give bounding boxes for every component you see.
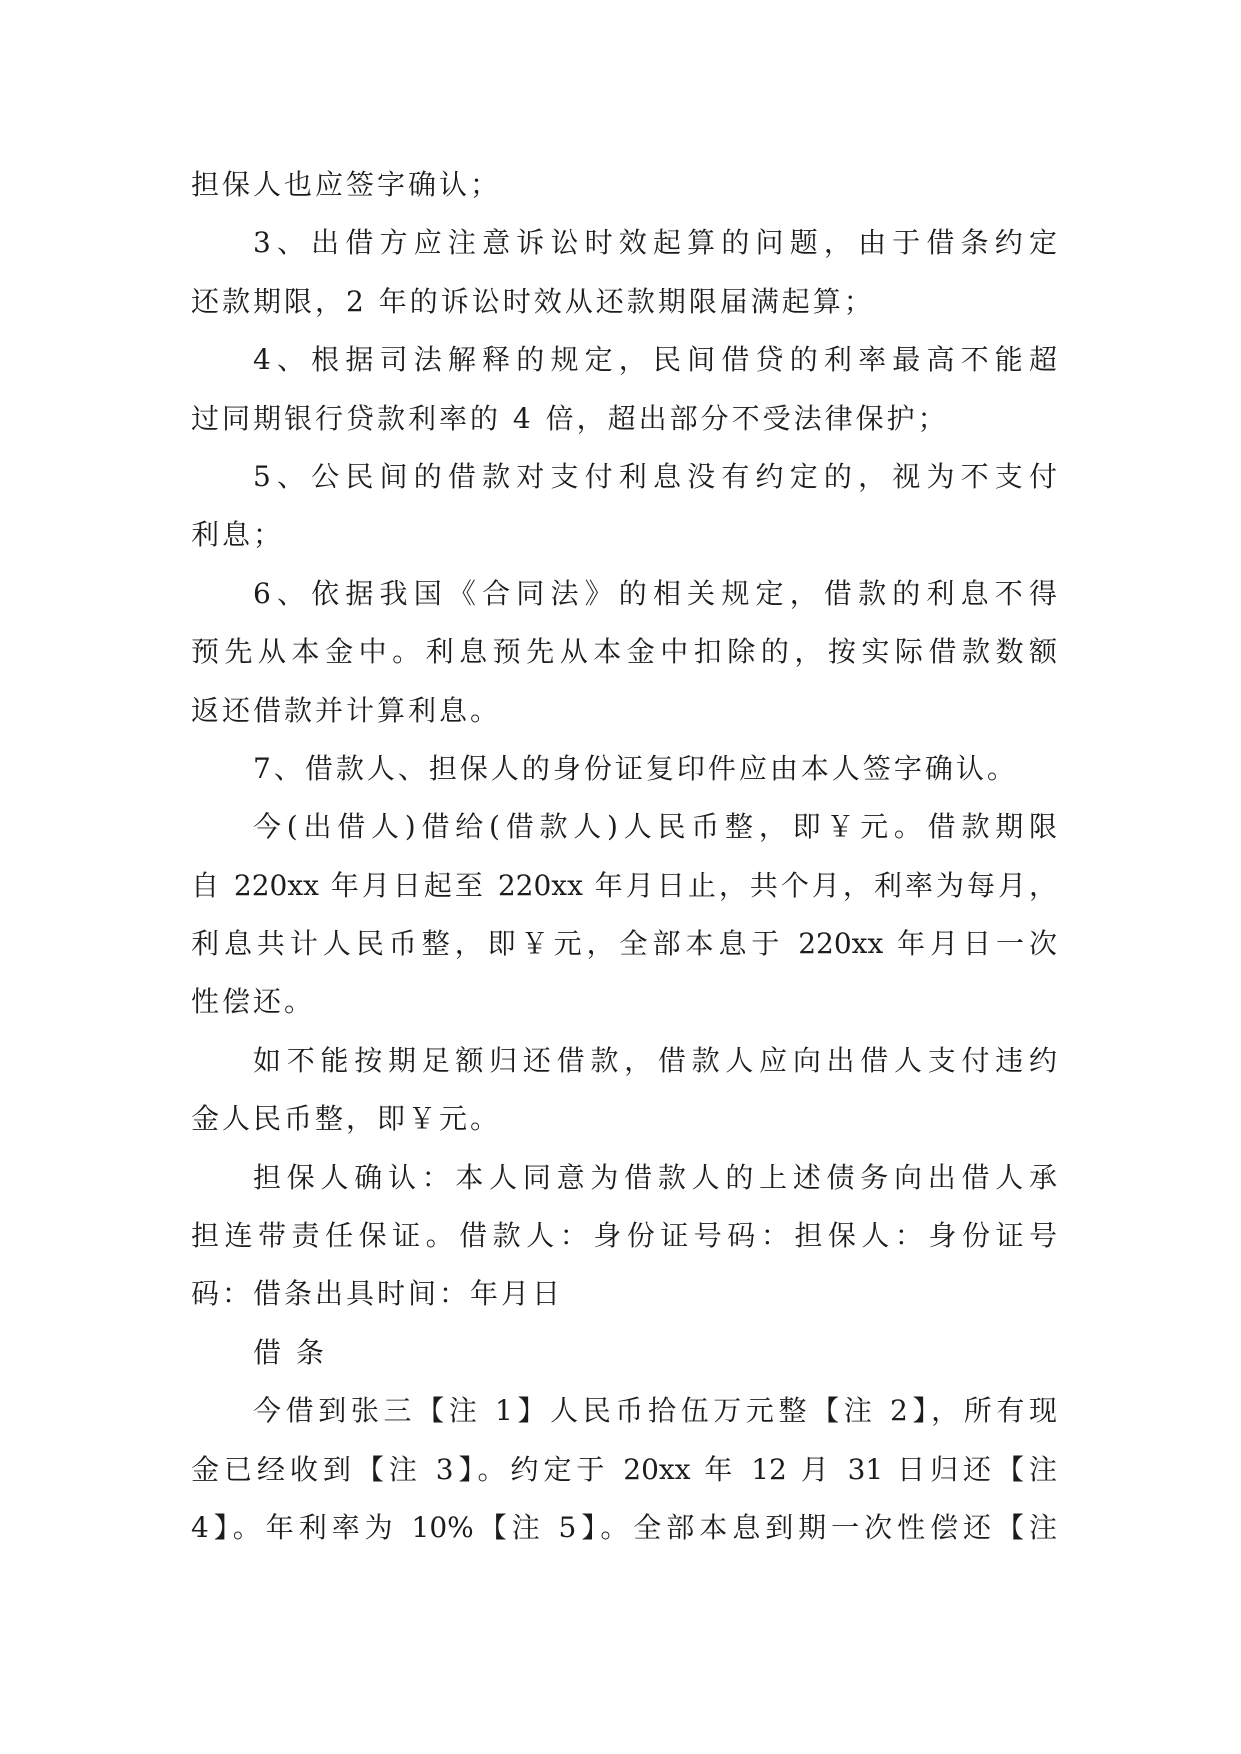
paragraph-line: 担保人确认：本人同意为借款人的上述债务向出借人承 xyxy=(253,1160,1057,1194)
paragraph-line: 7、借款人、担保人的身份证复印件应由本人签字确认。 xyxy=(253,751,1018,785)
document-body xyxy=(191,156,1057,1557)
paragraph-line: 5、公民间的借款对支付利息没有约定的，视为不支付 xyxy=(253,459,1057,493)
paragraph-item-7 xyxy=(191,740,1057,798)
document-heading xyxy=(191,1324,1057,1382)
paragraph-penalty xyxy=(191,1032,1057,1149)
paragraph-line: 预先从本金中。利息预先从本金中扣除的，按实际借款数额 xyxy=(191,635,1057,669)
paragraph-line: 码：借条出具时间：年月日 xyxy=(191,1277,564,1311)
paragraph-item-5 xyxy=(191,448,1057,565)
paragraph-line: 性偿还。 xyxy=(191,985,316,1019)
paragraph-line: 今借到张三【注 1】人民币拾伍万元整【注 2】，所有现 xyxy=(253,1394,1057,1428)
paragraph-line: 4、根据司法解释的规定，民间借贷的利率最高不能超 xyxy=(253,343,1057,377)
paragraph-line: 利息； xyxy=(191,518,285,552)
paragraph-line: 过同期银行贷款利率的 4 倍，超出部分不受法律保护； xyxy=(191,401,949,435)
paragraph-continuation xyxy=(191,156,1057,214)
paragraph-loan-terms xyxy=(191,798,1057,1032)
paragraph-line: 还款期限，2 年的诉讼时效从还款期限届满起算； xyxy=(191,284,875,318)
paragraph-line: 返还借款并计算利息。 xyxy=(191,693,502,727)
paragraph-sample-iou xyxy=(191,1382,1057,1557)
paragraph-item-3 xyxy=(191,214,1057,331)
heading-text: 借 条 xyxy=(253,1335,327,1369)
paragraph-line: 金已经收到【注 3】。约定于 20xx 年 12 月 31 日归还【注 xyxy=(191,1452,1057,1486)
paragraph-line: 担连带责任保证。借款人：身份证号码：担保人：身份证号 xyxy=(191,1219,1057,1253)
paragraph-line: 金人民币整，即￥元。 xyxy=(191,1102,502,1136)
paragraph-item-4 xyxy=(191,331,1057,448)
paragraph-line: 4】。年利率为 10%【注 5】。全部本息到期一次性偿还【注 xyxy=(191,1510,1057,1544)
paragraph-line: 今(出借人)借给(借款人)人民币整，即￥元。借款期限 xyxy=(253,810,1057,844)
paragraph-line: 担保人也应签字确认； xyxy=(191,168,502,201)
paragraph-line: 自 220xx 年月日起至 220xx 年月日止，共个月，利率为每月， xyxy=(191,868,1057,902)
paragraph-line: 6、依据我国《合同法》的相关规定，借款的利息不得 xyxy=(253,576,1057,610)
paragraph-line: 如不能按期足额归还借款，借款人应向出借人支付违约 xyxy=(253,1043,1057,1077)
paragraph-guarantor-confirmation xyxy=(191,1149,1057,1324)
paragraph-line: 利息共计人民币整，即￥元，全部本息于 220xx 年月日一次 xyxy=(191,927,1057,961)
paragraph-item-6 xyxy=(191,565,1057,740)
paragraph-line: 3、出借方应注意诉讼时效起算的问题，由于借条约定 xyxy=(253,226,1057,260)
